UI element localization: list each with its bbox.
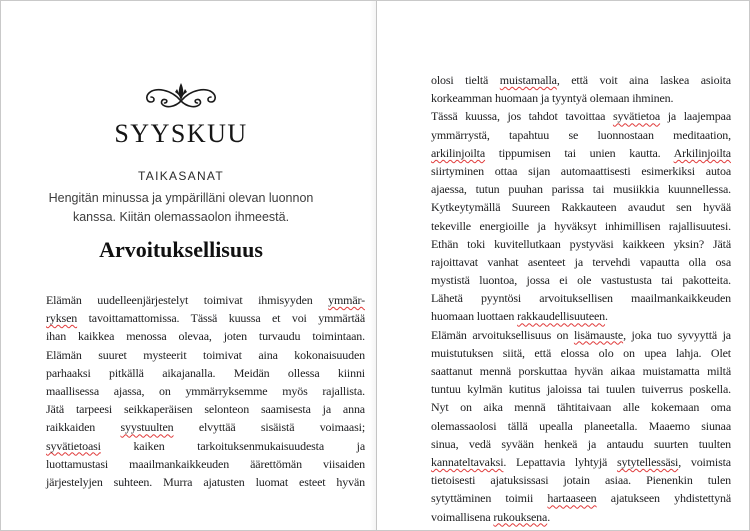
text-segment: tavoittamattomissa. Tässä kuussa et voi ymmärtää [77,311,365,326]
text-line [46,418,365,436]
text-line [46,400,365,418]
text-segment: elvyttää sisäistä voimaasi; [173,420,365,435]
text-segment: saattanut mennä porskuttaa hyvän aikaa muistamatta miltä [431,364,731,378]
misspelled-word: ymmär- [328,293,365,307]
text-segment: Lähetä pyyntösi arvoituksellisen maailmankaikkeuden [431,291,731,306]
text-line [46,473,365,491]
text-segment: , joka tuo syvyyttä ja [623,327,731,342]
month-title: SYYSKUU [114,119,248,148]
affirmation-line: kanssa. Kiitän olemassaolon ihmeestä. [72,210,290,224]
text-line [46,309,365,327]
text-segment: Ethän toki kuvitellutkaan pystyväsi kaikkeen yksin? Jätä [431,236,731,251]
text-segment: muistutuksen siitä, että elossa olo on upea lahja. Olet [431,345,731,360]
text-segment: Tässä kuussa, jos tahdot tavoittaa [431,109,613,124]
misspelled-word: Arkilinjoilta [673,145,731,160]
text-line [431,126,731,144]
text-line [431,217,731,235]
text-line [431,417,731,435]
text-segment: Elämän uudelleenjärjestelyt toimivat ihmisyyden [46,293,329,307]
text-segment: luottamustasi maailmankaikkeuden äärettömän viisaiden [46,456,365,471]
affirmation-line: Hengitän minussa ja ympärilläni olevan luonnon [48,191,314,205]
misspelled-word: syvätietoa [612,109,661,124]
text-segment: Kytkeytymällä Suureen Rakkauteen avaudut sen hyvää [431,200,731,215]
text-segment: , voimista [678,454,731,469]
text-segment: huomaan luottaen [431,309,518,324]
text-segment: Elämän arvoituksellisuus on [431,327,574,342]
text-line [431,489,731,507]
text-line [431,344,731,362]
left-page[interactable] [1,1,376,530]
text-segment: ymmärrystä, tapahtuu se luonnostaan meditaation, [431,127,731,142]
text-line [431,107,731,125]
text-line [46,346,365,364]
misspelled-word: lisämauste [573,327,624,342]
text-segment: tietoisesti ajatuksissasi jotain asiaa. Pienenkin tulen [431,473,731,488]
text-line [431,71,731,89]
text-segment: sytyttäminen toimii [431,491,548,506]
text-segment: rajoittavat vanhat asenteet ja tervehdi vapautta olla osa [431,254,731,269]
text-line [431,271,731,289]
text-segment: ajaessa, tutun puuhan parissa tai musiikkia kuunnellessa. [431,182,731,197]
text-segment: tippumisen tai unien kautta. [485,145,674,160]
text-segment: sinua, vedä syvään henkeä ja antaudu suurten tuulten [431,436,731,451]
text-line [431,89,731,107]
misspelled-word: rakkaudellisuuteen [517,309,606,324]
text-line [431,144,731,162]
text-line [431,326,731,344]
misspelled-word: arkilinjoilta [431,145,486,160]
text-line [46,455,365,473]
text-segment: . Lepattavia lyhtyjä [503,454,617,469]
text-segment: mystistä luontoa, jossa ei ole vastustusta tai pakotteita. [431,273,731,288]
text-segment: tuntuu kylmän kutitus jaloissa tai tuulen tuiverrus poskella. [431,382,731,397]
text-segment: maallisessa ajassa, on ymmärryksemme myös rajallista. [46,383,365,398]
text-line [431,198,731,216]
text-segment: Jätä tarpeesi seikkaperäisen selonteon saamisesta ja anna [46,402,365,417]
text-segment: tekeville energioille ja hyväksyt inhimillisen rajallisuutesi. [431,218,731,233]
text-segment: , että voit aina laskea asioita [556,73,731,87]
text-line [431,471,731,489]
section-label: TAIKASANAT [138,169,224,183]
left-page-body-text [46,291,365,491]
text-line [46,382,365,400]
misspelled-word: hartaaseen [547,491,597,506]
text-segment: Elämän suuret mysteerit toimivat aina kokonaisuuden [46,347,365,362]
text-segment: ja laajempaa [660,109,731,124]
text-line [431,380,731,398]
text-line [431,362,731,380]
floral-flourish-icon [34,81,328,113]
misspelled-word: kannateltavaksi [431,454,504,469]
text-segment: järjestelyjen suhteen. Murra ajatusten luomat esteet hyvän [46,474,365,489]
right-page-body-text [431,71,731,526]
chapter-heading: Arvoituksellisuus [99,237,263,262]
misspelled-word: syvätietoasi [46,438,101,453]
text-line [46,327,365,345]
text-segment: . [605,309,608,324]
misspelled-word: sytytellessäsi [616,454,679,469]
text-line [431,398,731,416]
text-line [46,437,365,455]
text-line [431,435,731,453]
misspelled-word: syystuulten [120,420,174,435]
text-line [431,180,731,198]
text-segment: voimallisena [431,509,494,524]
misspelled-word: rukouksena [493,509,548,524]
text-segment: siirtyminen ottaa sijan automaattisesti esimerkiksi autoa [431,163,731,178]
text-segment: Nyt on aika mennä tähtitaivaan alle kokemaan oma [431,400,731,415]
text-segment: ihan kaikkea menossa olevaa, joten turvaudu toimintaan. [46,329,365,344]
text-line [431,508,731,526]
misspelled-word: muistamalla [499,73,557,87]
text-line [431,162,731,180]
misspelled-word: ryksen [46,311,78,326]
text-line [46,291,365,309]
text-line [431,235,731,253]
text-line [431,453,731,471]
text-segment: korkeamman huomaan ja tyyntyä olemaan ihminen. [431,91,674,106]
text-line [431,289,731,307]
text-line [431,307,731,325]
text-line [46,364,365,382]
text-segment: parhaaksi pitkällä aikajanalla. Meidän ollessa kiinni [46,365,365,380]
right-page[interactable] [377,1,750,530]
text-segment: raikkaiden [46,420,121,435]
text-segment: kaiken tarkoituksenmukaisuudesta ja [100,438,365,453]
text-segment: ajatukseen yhdistettynä [596,491,731,506]
text-segment: olemassaolosi tällä upealla planeetalla. Maaemo siunaa [431,418,731,433]
text-line [431,253,731,271]
text-segment: . [547,509,551,524]
text-segment: olosi tieltä [431,73,500,87]
